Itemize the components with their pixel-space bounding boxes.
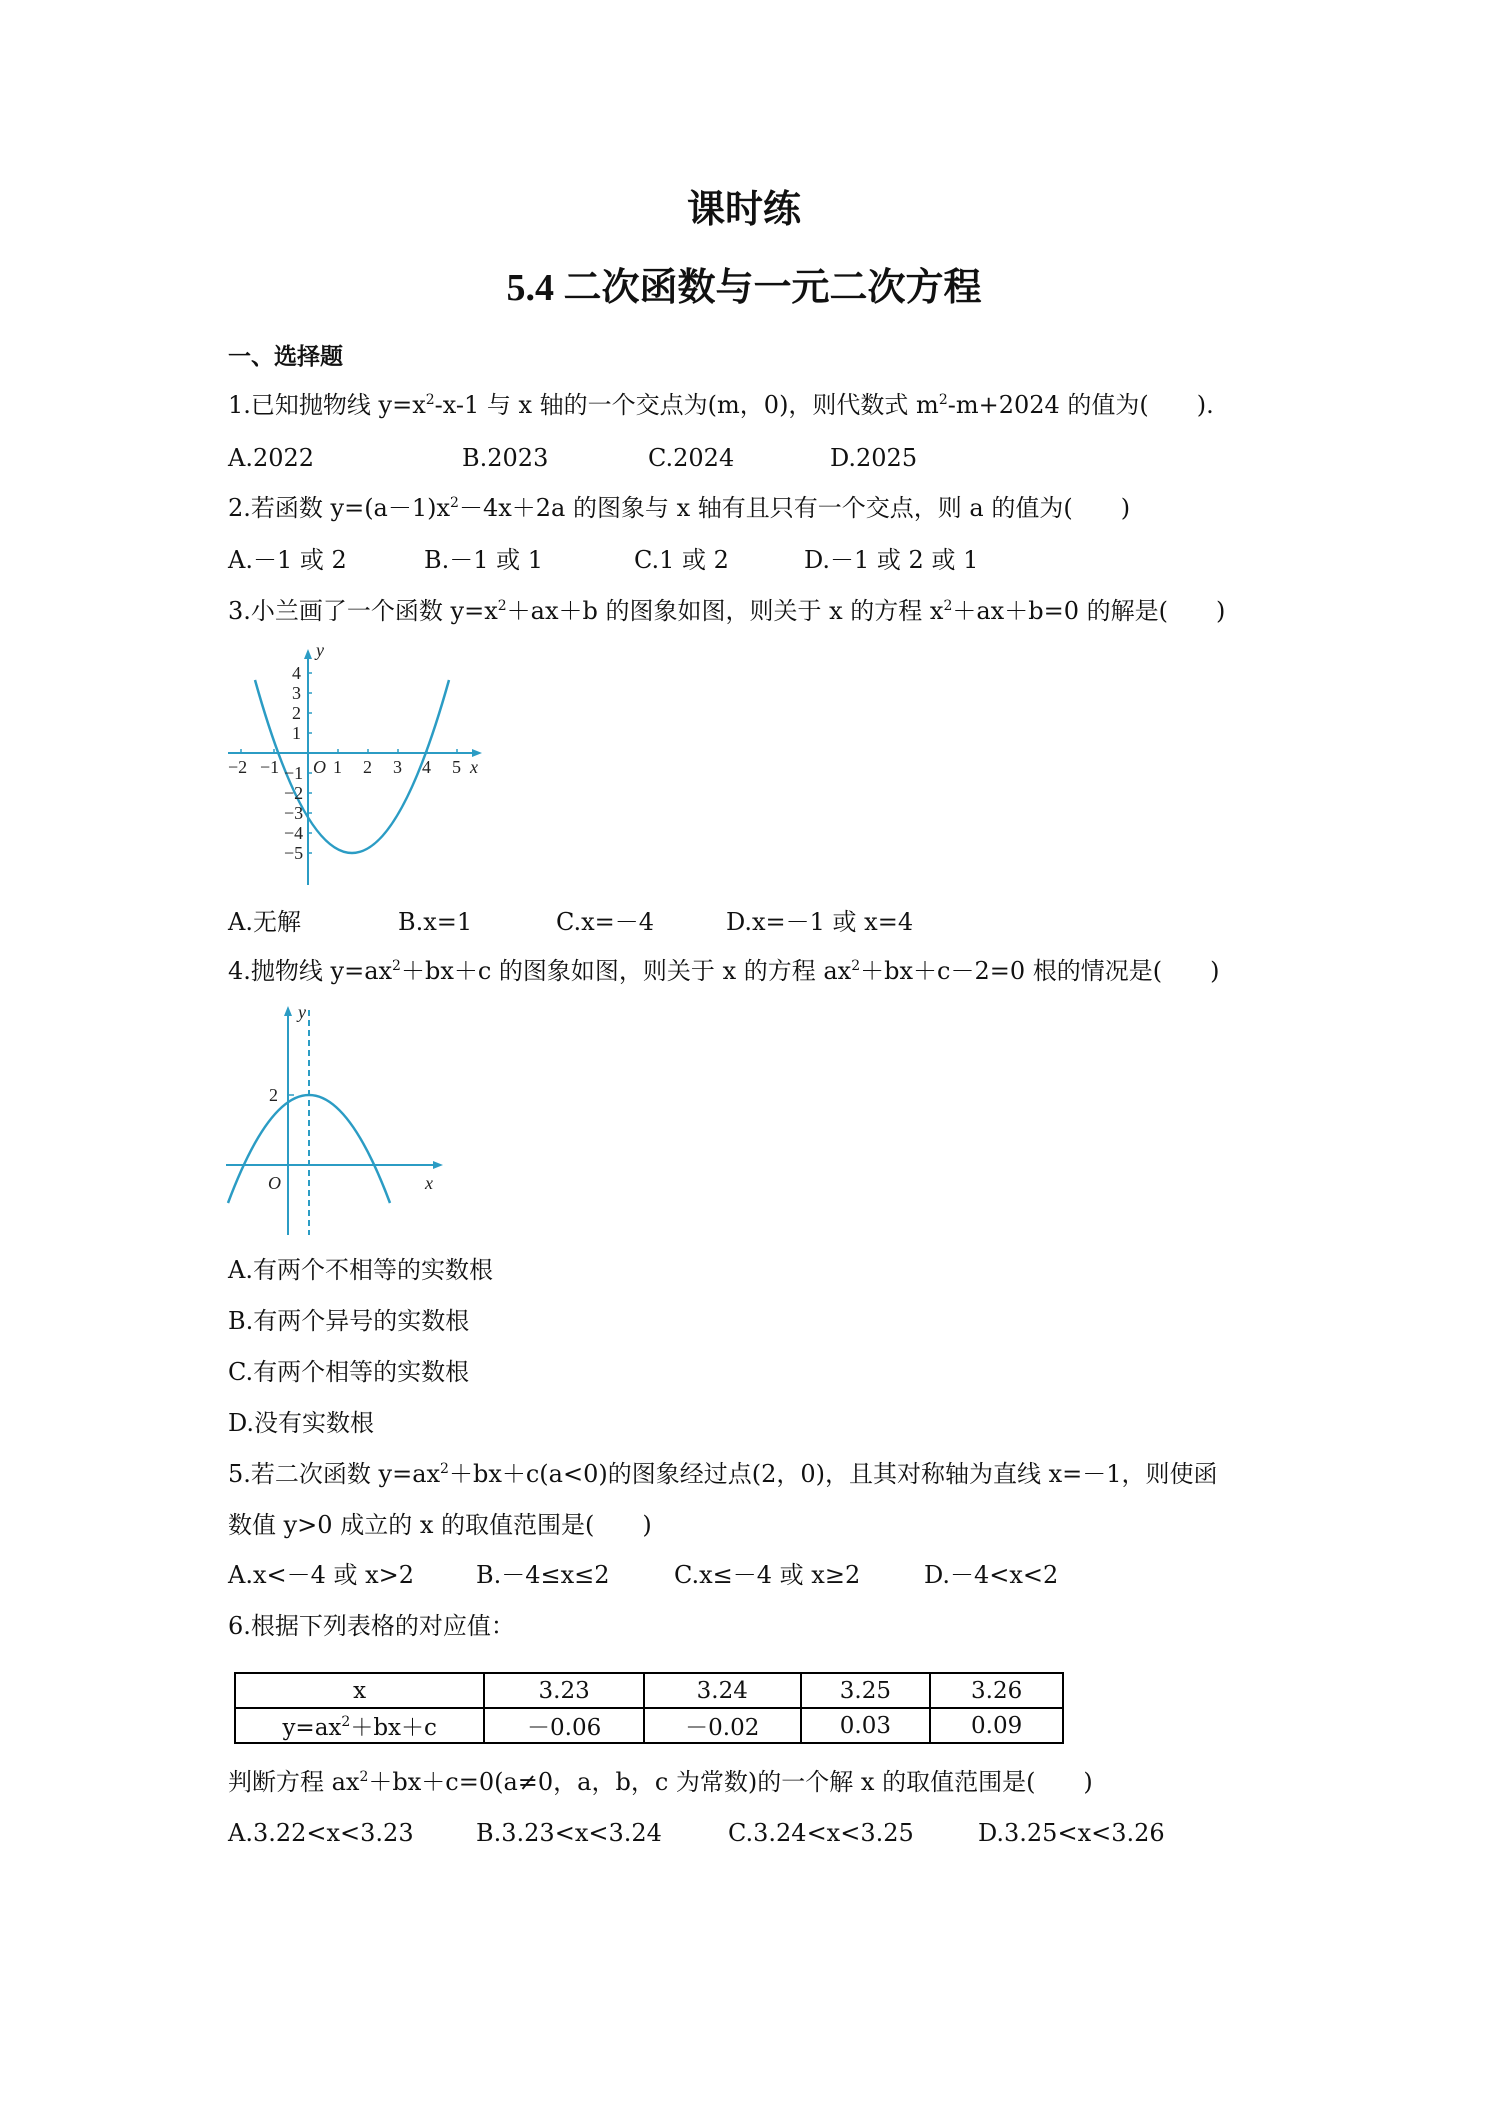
q2-option-c: C.1 或 2 xyxy=(634,546,729,574)
q5-text-a: 5.若二次函数 y=ax xyxy=(228,1460,441,1488)
table-cell: 3.26 xyxy=(930,1673,1063,1708)
table-cell: x xyxy=(235,1673,484,1708)
q1-text-c: -m+2024 的值为( ). xyxy=(947,391,1214,419)
worksheet-title: 课时练 xyxy=(686,189,801,231)
q3-parabola-graph xyxy=(220,640,490,890)
q4-sup-b: 2 xyxy=(851,958,861,974)
q3-x-tick-label: 5 xyxy=(452,757,461,777)
q1-text-b: -x-1 与 x 轴的一个交点为(m，0)，则代数式 m xyxy=(434,391,939,419)
q5-option-d: D.－4<x<2 xyxy=(924,1561,1059,1589)
table-label-sup: 2 xyxy=(341,1714,351,1730)
value-table-row-y xyxy=(235,1708,1063,1743)
q1-option-c: C.2024 xyxy=(648,444,735,472)
q6-option-a: A.3.22<x<3.23 xyxy=(228,1819,414,1847)
question-6-followup xyxy=(228,1767,1093,1797)
q1-sup-a: 2 xyxy=(425,392,435,408)
q5-text-b: ＋bx＋c(a<0)的图象经过点(2，0)，且其对称轴为直线 x=－1，则使函 xyxy=(448,1460,1218,1488)
q6-option-d: D.3.25<x<3.26 xyxy=(978,1819,1165,1847)
q3-x-axis-label: x xyxy=(470,757,478,777)
question-5-stem-line2: 数值 y>0 成立的 x 的取值范围是( ) xyxy=(228,1511,652,1539)
q3-option-d: D.x=－1 或 x=4 xyxy=(726,908,914,936)
q3-y-tick-label: −2 xyxy=(284,783,304,803)
q4-option-d: D.没有实数根 xyxy=(228,1409,375,1437)
question-3-stem xyxy=(228,596,1225,626)
q3-y-tick-label: −3 xyxy=(284,803,304,823)
question-2-stem xyxy=(228,493,1130,523)
q3-option-a: A.无解 xyxy=(228,908,301,936)
table-cell: 3.25 xyxy=(801,1673,931,1708)
q5-option-a: A.x<－4 或 x>2 xyxy=(228,1561,415,1589)
q4-text-c: ＋bx＋c－2=0 根的情况是( ) xyxy=(860,957,1220,985)
section-heading: 一、选择题 xyxy=(228,344,343,370)
q3-x-tick-label: 1 xyxy=(333,757,342,777)
q4-sup-a: 2 xyxy=(392,958,401,974)
q4-text-a: 4.抛物线 y=ax xyxy=(228,957,393,985)
q6-option-c: C.3.24<x<3.25 xyxy=(728,1819,914,1847)
q1-sup-b: 2 xyxy=(938,392,948,408)
q3-x-tick-label: 3 xyxy=(393,757,402,777)
table-cell: －0.06 xyxy=(484,1708,644,1743)
q6-text-b: ＋bx＋c=0(a≠0，a，b，c 为常数)的一个解 x 的取值范围是( ) xyxy=(368,1768,1093,1796)
q2-option-d: D.－1 或 2 或 1 xyxy=(804,546,979,574)
value-table-row-x xyxy=(235,1673,1063,1708)
q3-origin-label: O xyxy=(313,757,326,777)
q3-x-tick-label: 2 xyxy=(363,757,372,777)
q2-text-b: －4x＋2a 的图象与 x 轴有且只有一个交点，则 a 的值为( ) xyxy=(458,494,1131,522)
q2-option-a: A.－1 或 2 xyxy=(228,546,347,574)
q3-sup-b: 2 xyxy=(943,598,953,614)
table-label-a: y=ax xyxy=(282,1715,342,1741)
q2-sup-a: 2 xyxy=(450,495,459,511)
q4-x-axis-label: x xyxy=(425,1173,433,1193)
q2-option-b: B.－1 或 1 xyxy=(424,546,544,574)
table-cell: －0.02 xyxy=(644,1708,801,1743)
q2-text-a: 2.若函数 y=(a－1)x xyxy=(228,494,451,522)
table-label-b: ＋bx＋c xyxy=(350,1715,437,1741)
q3-text-c: ＋ax＋b=0 的解是( ) xyxy=(952,597,1226,625)
table-cell: 3.24 xyxy=(644,1673,801,1708)
q3-y-tick-label: −5 xyxy=(284,843,304,863)
q4-option-b: B.有两个异号的实数根 xyxy=(228,1307,470,1335)
table-cell-label xyxy=(235,1708,484,1743)
q6-option-b: B.3.23<x<3.24 xyxy=(476,1819,662,1847)
q3-y-axis-label: y xyxy=(316,640,324,660)
q4-y-axis-label: y xyxy=(298,1002,306,1022)
q3-x-arrow xyxy=(472,749,482,757)
worksheet-subtitle: 5.4 二次函数与一元二次方程 xyxy=(506,267,982,309)
q3-option-b: B.x=1 xyxy=(398,908,473,936)
question-4-stem xyxy=(228,956,1219,986)
q3-x-tick-label: −1 xyxy=(260,757,280,777)
q3-option-c: C.x=－4 xyxy=(556,908,655,936)
q5-sup-a: 2 xyxy=(440,1461,449,1477)
q4-origin-label: O xyxy=(268,1173,281,1193)
q3-y-tick-label: 1 xyxy=(292,723,301,743)
value-table xyxy=(234,1672,1064,1744)
q3-y-arrow xyxy=(304,649,312,659)
q3-x-tick-label: −2 xyxy=(228,757,248,777)
q3-y-tick-label: 3 xyxy=(292,683,301,703)
q3-x-tick-label: 4 xyxy=(422,757,431,777)
question-1-stem xyxy=(228,390,1214,420)
q3-text-b: ＋ax＋b 的图象如图，则关于 x 的方程 x xyxy=(506,597,944,625)
q3-sup-a: 2 xyxy=(497,598,507,614)
table-cell: 3.23 xyxy=(484,1673,644,1708)
q4-text-b: ＋bx＋c 的图象如图，则关于 x 的方程 ax xyxy=(400,957,852,985)
question-5-stem-line1 xyxy=(228,1459,1218,1489)
q3-y-tick-label: −1 xyxy=(284,763,304,783)
q4-parabola-graph xyxy=(222,1000,452,1240)
q6-sup-a: 2 xyxy=(359,1769,369,1785)
q4-option-a: A.有两个不相等的实数根 xyxy=(228,1256,493,1284)
q5-option-b: B.－4≤x≤2 xyxy=(476,1561,610,1589)
q1-option-d: D.2025 xyxy=(830,444,918,472)
q1-option-a: A.2022 xyxy=(228,444,315,472)
table-cell: 0.03 xyxy=(801,1708,931,1743)
q4-x-arrow xyxy=(433,1161,443,1169)
q6-text-a: 判断方程 ax xyxy=(228,1768,360,1796)
q5-option-c: C.x≤－4 或 x≥2 xyxy=(674,1561,861,1589)
q1-text-a: 1.已知抛物线 y=x xyxy=(228,391,426,419)
q4-option-c: C.有两个相等的实数根 xyxy=(228,1358,470,1386)
q3-text-a: 3.小兰画了一个函数 y=x xyxy=(228,597,498,625)
q3-y-tick-label: −4 xyxy=(284,823,304,843)
table-cell: 0.09 xyxy=(930,1708,1063,1743)
q3-y-tick-label: 4 xyxy=(292,663,301,683)
question-6-stem: 6.根据下列表格的对应值： xyxy=(228,1612,515,1640)
q4-y-tick-label: 2 xyxy=(269,1085,278,1105)
q1-option-b: B.2023 xyxy=(462,444,549,472)
q3-y-tick-label: 2 xyxy=(292,703,301,723)
q4-y-arrow xyxy=(284,1006,292,1016)
